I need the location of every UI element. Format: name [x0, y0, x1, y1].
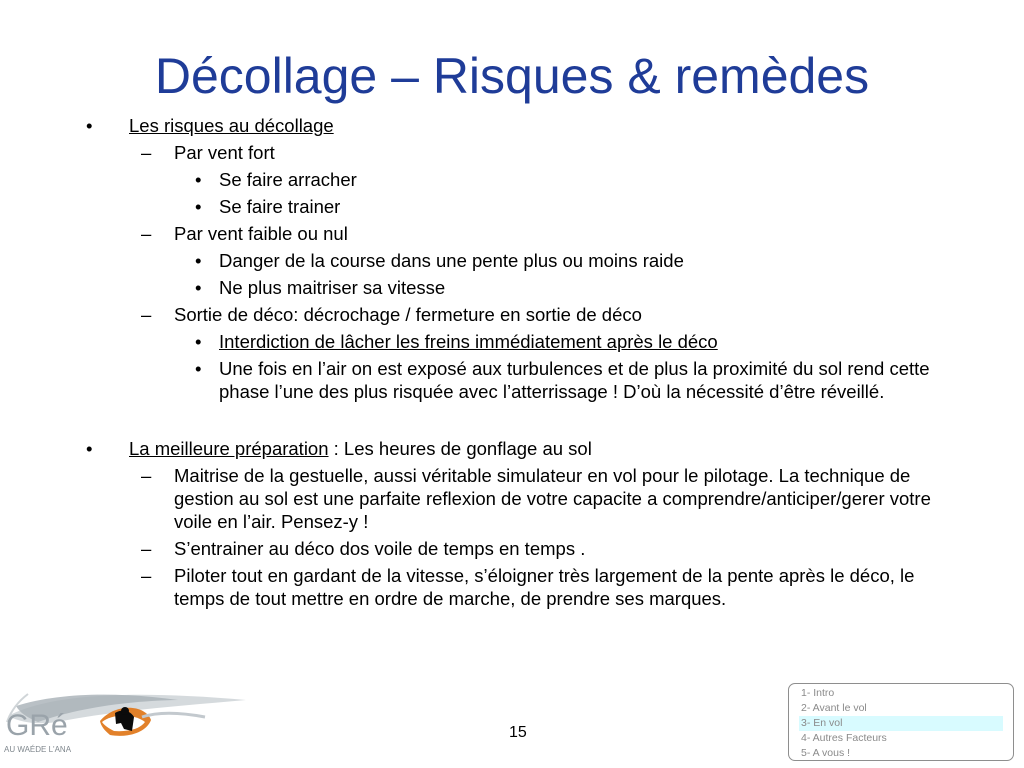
- weak-wind-sub2-text: Ne plus maitriser sa vitesse: [219, 277, 446, 298]
- bullet-icon: •: [86, 115, 93, 136]
- strong-wind-item: [86, 141, 966, 164]
- strong-wind-sub1: [86, 168, 966, 191]
- dash-icon: –: [141, 304, 152, 325]
- toc-item[interactable]: 5- A vous !: [801, 747, 851, 759]
- strong-wind-sub2: [86, 195, 966, 218]
- gesture-mastery-item: [86, 464, 966, 533]
- toc-item-active[interactable]: 3- En vol: [799, 716, 1003, 731]
- dash-icon: –: [141, 465, 152, 486]
- gesture-mastery-text: Maitrise de la gestuelle, aussi véritable simulateur en vol pour le pilotage. La technique de gestion au sol est une parfaite reflexion de votre capacite a comprendre/anticiper/gerer votre voile en l’air. Pensez-y !: [174, 465, 931, 532]
- weak-wind-text: Par vent faible ou nul: [174, 223, 348, 244]
- preparation-section-subtitle: : Les heures de gonflage au sol: [328, 438, 592, 459]
- bullet-icon: •: [195, 277, 202, 298]
- strong-wind-sub1-text: Se faire arracher: [219, 169, 357, 190]
- logo-text: GRé: [6, 709, 68, 742]
- bullet-icon: •: [195, 358, 202, 379]
- bullet-icon: •: [195, 196, 202, 217]
- dash-icon: –: [141, 538, 152, 559]
- bullet-icon: •: [195, 331, 202, 352]
- strong-wind-sub2-text: Se faire trainer: [219, 196, 341, 217]
- toc-item[interactable]: 2- Avant le vol: [801, 702, 867, 714]
- takeoff-exit-sub2-text: Une fois en l’air on est exposé aux turbulences et de plus la proximité du sol rend cette phase l’une des plus risquée avec l’atterrissage ! D’où la nécessité d’être réveillé.: [219, 358, 930, 402]
- preparation-section-title: La meilleure préparation: [129, 438, 329, 459]
- logo: [0, 688, 250, 762]
- slide-title: Décollage – Risques & remèdes: [154, 48, 870, 104]
- table-of-contents: [788, 683, 1014, 761]
- bullet-icon: •: [86, 438, 93, 459]
- dash-icon: –: [141, 565, 152, 586]
- toc-item[interactable]: 1- Intro: [801, 687, 835, 699]
- strong-wind-text: Par vent fort: [174, 142, 275, 163]
- logo-graphic: [0, 688, 250, 762]
- takeoff-exit-sub1-text: Interdiction de lâcher les freins immédiatement après le déco: [219, 331, 718, 352]
- toc-item[interactable]: 4- Autres Facteurs: [801, 732, 887, 744]
- preparation-section-heading: [86, 437, 966, 460]
- bullet-icon: •: [195, 169, 202, 190]
- weak-wind-sub2: [86, 276, 966, 299]
- logo-subtext: AU WAÉDE L'ANA: [4, 745, 72, 754]
- risk-section-heading: [86, 114, 966, 137]
- takeoff-exit-text: Sortie de déco: décrochage / fermeture en sortie de déco: [174, 304, 642, 325]
- page-number: 15: [509, 724, 527, 741]
- weak-wind-item: [86, 222, 966, 245]
- takeoff-exit-sub2: [86, 357, 966, 403]
- speed-control-item: [86, 564, 966, 610]
- takeoff-exit-sub1: [86, 330, 966, 353]
- weak-wind-sub1-text: Danger de la course dans une pente plus ou moins raide: [219, 250, 684, 271]
- reverse-launch-item: [86, 537, 966, 560]
- reverse-launch-text: S’entrainer au déco dos voile de temps en temps .: [174, 538, 586, 559]
- speed-control-text: Piloter tout en gardant de la vitesse, s’éloigner très largement de la pente après le déco, le temps de tout mettre en ordre de marche, de prendre ses marques.: [174, 565, 915, 609]
- slide-content: [86, 114, 966, 614]
- weak-wind-sub1: [86, 249, 966, 272]
- bullet-icon: •: [195, 250, 202, 271]
- dash-icon: –: [141, 223, 152, 244]
- risk-section-title: Les risques au décollage: [129, 115, 334, 136]
- dash-icon: –: [141, 142, 152, 163]
- takeoff-exit-item: [86, 303, 966, 326]
- section-spacer: [86, 407, 966, 437]
